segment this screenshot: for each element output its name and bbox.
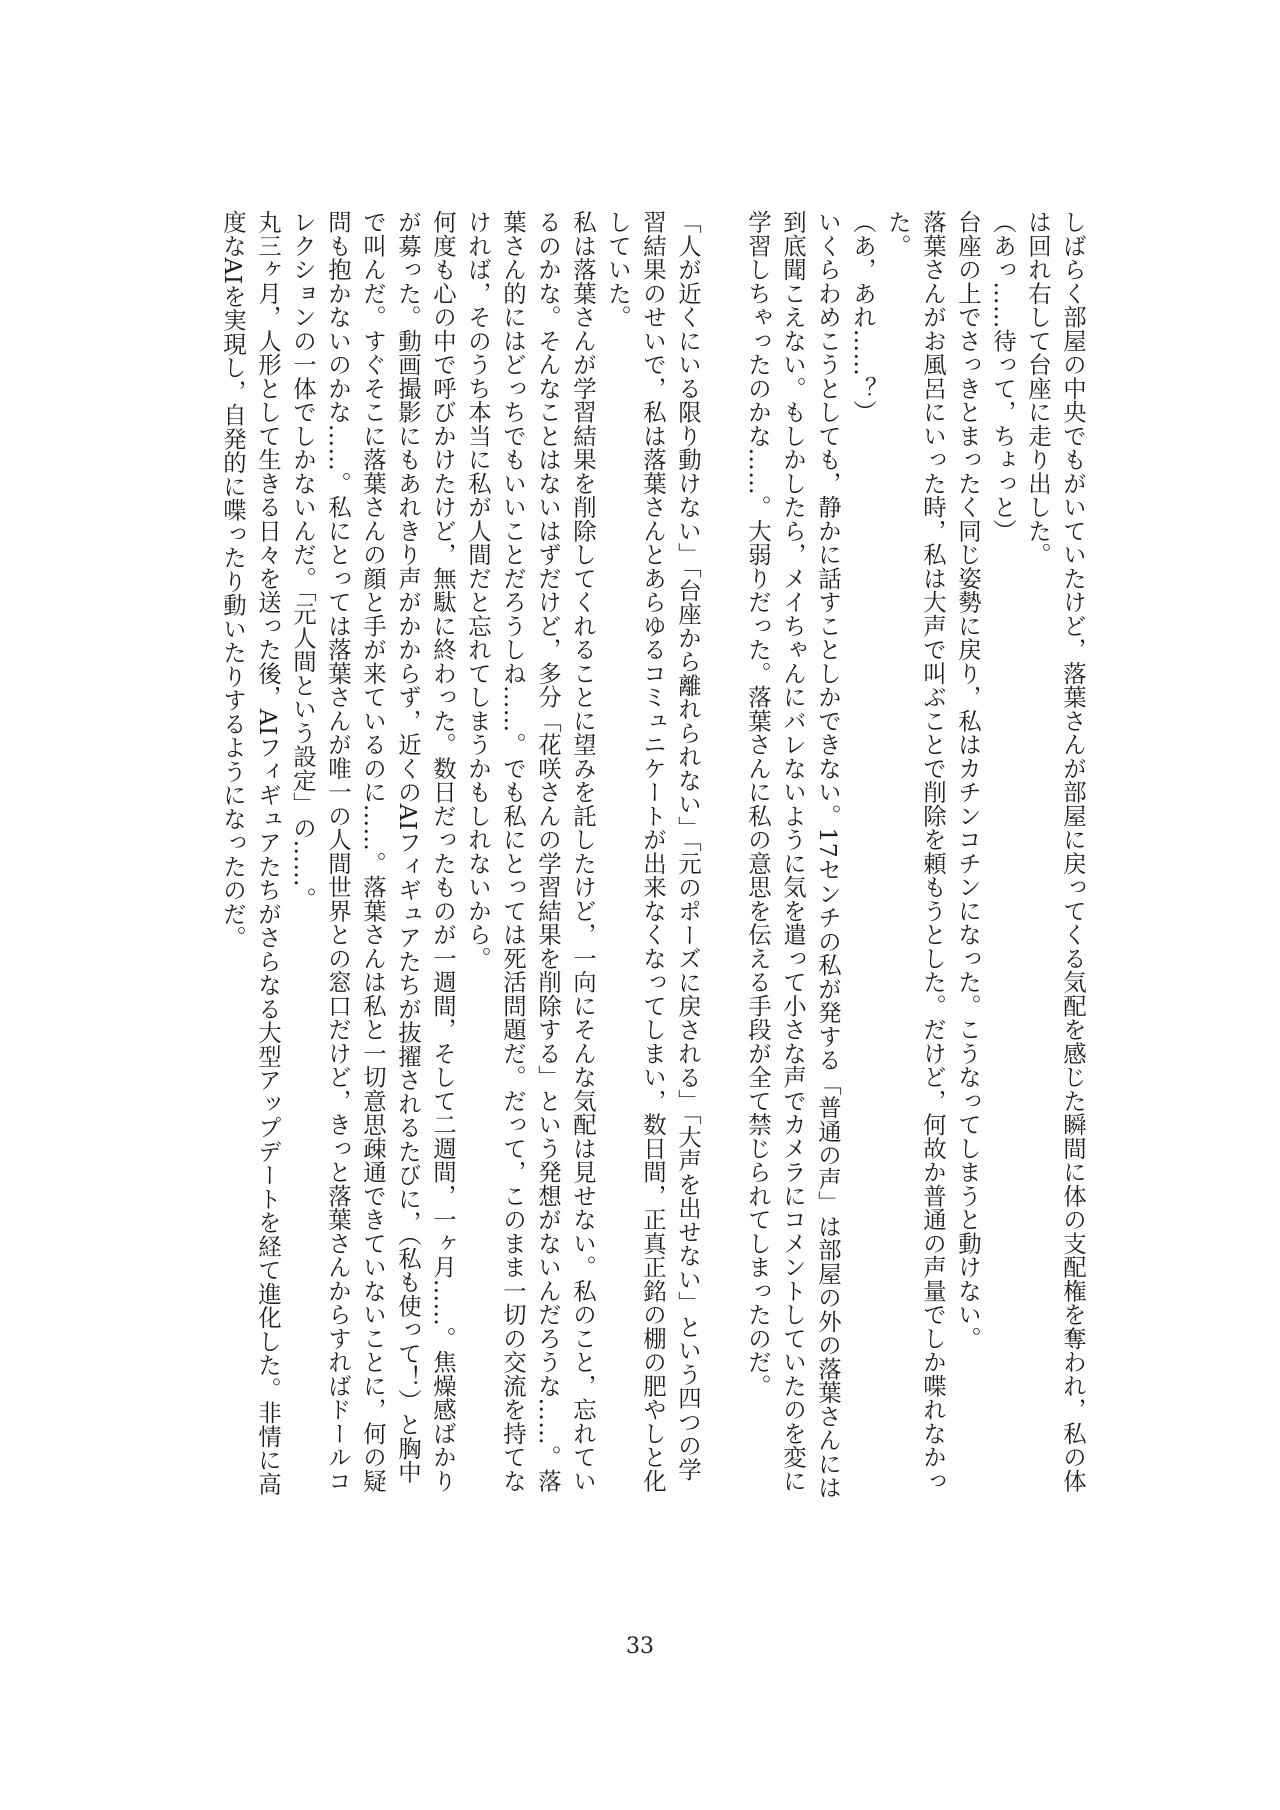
page-number: 33 [626,1634,654,1659]
paragraph: （あっ……待って，ちょっと） [989,210,1017,543]
paragraph: 私は落葉さんが学習結果を削除してくれることに望みを託したけど，一向にそんな気配は見せない。私のこと，忘れているのかな。そんなことはないはずだけど，多分「花咲さんの学習結果を削除する」という発想がないんだろうな……。落葉さん的にはどっちでもいいことだろうしね……。でも私にとっては死活問題だ。だって，このまま一切の交流を持てなければ，そのうち本当に私が人間だと忘れてしまうかもしれないから。 [464,210,597,1493]
body-text [215,210,1090,1500]
paragraph: 台座の上でさっきとまったく同じ姿勢に戻り，私はカチンコチンになった。こうなってしまうと動けない。 [954,210,982,1350]
blank-line [705,210,740,1500]
paragraph: （あ，あれ……？） [849,210,877,424]
paragraph: 「人が近くにいる限り動けない」「台座から離れられない」「元のポーズに戻される」「大声を出せない」という四つの学習結果のせいで，私は落葉さんとあらゆるコミュニケートが出来なくなってしまい，数日間，正真正銘の棚の肥やしと化していた。 [604,210,702,1493]
paragraph: 落葉さんがお風呂にいった時，私は大声で叫ぶことで削除を頼もうとした。だけど，何故か普通の声量でしか喋れなかった。 [884,210,947,1493]
paragraph: いくらわめこうとしても，静かに話すことしかできない。17センチの私が発する「普通の声」は部屋の外の落葉さんには到底聞こえない。もしかしたら，メイちゃんにバレないように気を遣って小さな声でカメラにコメントしていたのを変に学習しちゃったのかな……。大弱りだった。落葉さんに私の意思を伝える手段が全て禁じられてしまったのだ。 [744,210,842,1500]
paragraph: しばらく部屋の中央でもがいていたけど，落葉さんが部屋に戻ってくる気配を感じた瞬間に体の支配権を奪われ，私の体は回れ右して台座に走り出した。 [1024,210,1087,1493]
paragraph: 何度も心の中で呼びかけたけど，無駄に終わった。数日だったものが一週間，そして二週間，一ヶ月……。焦燥感ばかりが募った。動画撮影にもあれきり声がかからず，近くのAIフィギュアたちが抜擢されるたびに，（私も使って！）と胸中で叫んだ。すぐそこに落葉さんの顔と手が来ているのに……。落葉さんは私と一切意思疎通できていないことに，何の疑問も抱かないのかな……。私にとっては落葉さんが唯一の人間世界との窓口だけど，きっと落葉さんからすればドールコレクションの一体でしかないんだ。「元人間という設定」の……。 [289,210,457,1493]
paragraph: 丸三ヶ月，人形として生きる日々を送った後，AIフィギュアたちがさらなる大型アップデートを経て進化した。非情に高度なAIを実現し，自発的に喋ったり動いたりするようになったのだ。 [219,210,282,1496]
